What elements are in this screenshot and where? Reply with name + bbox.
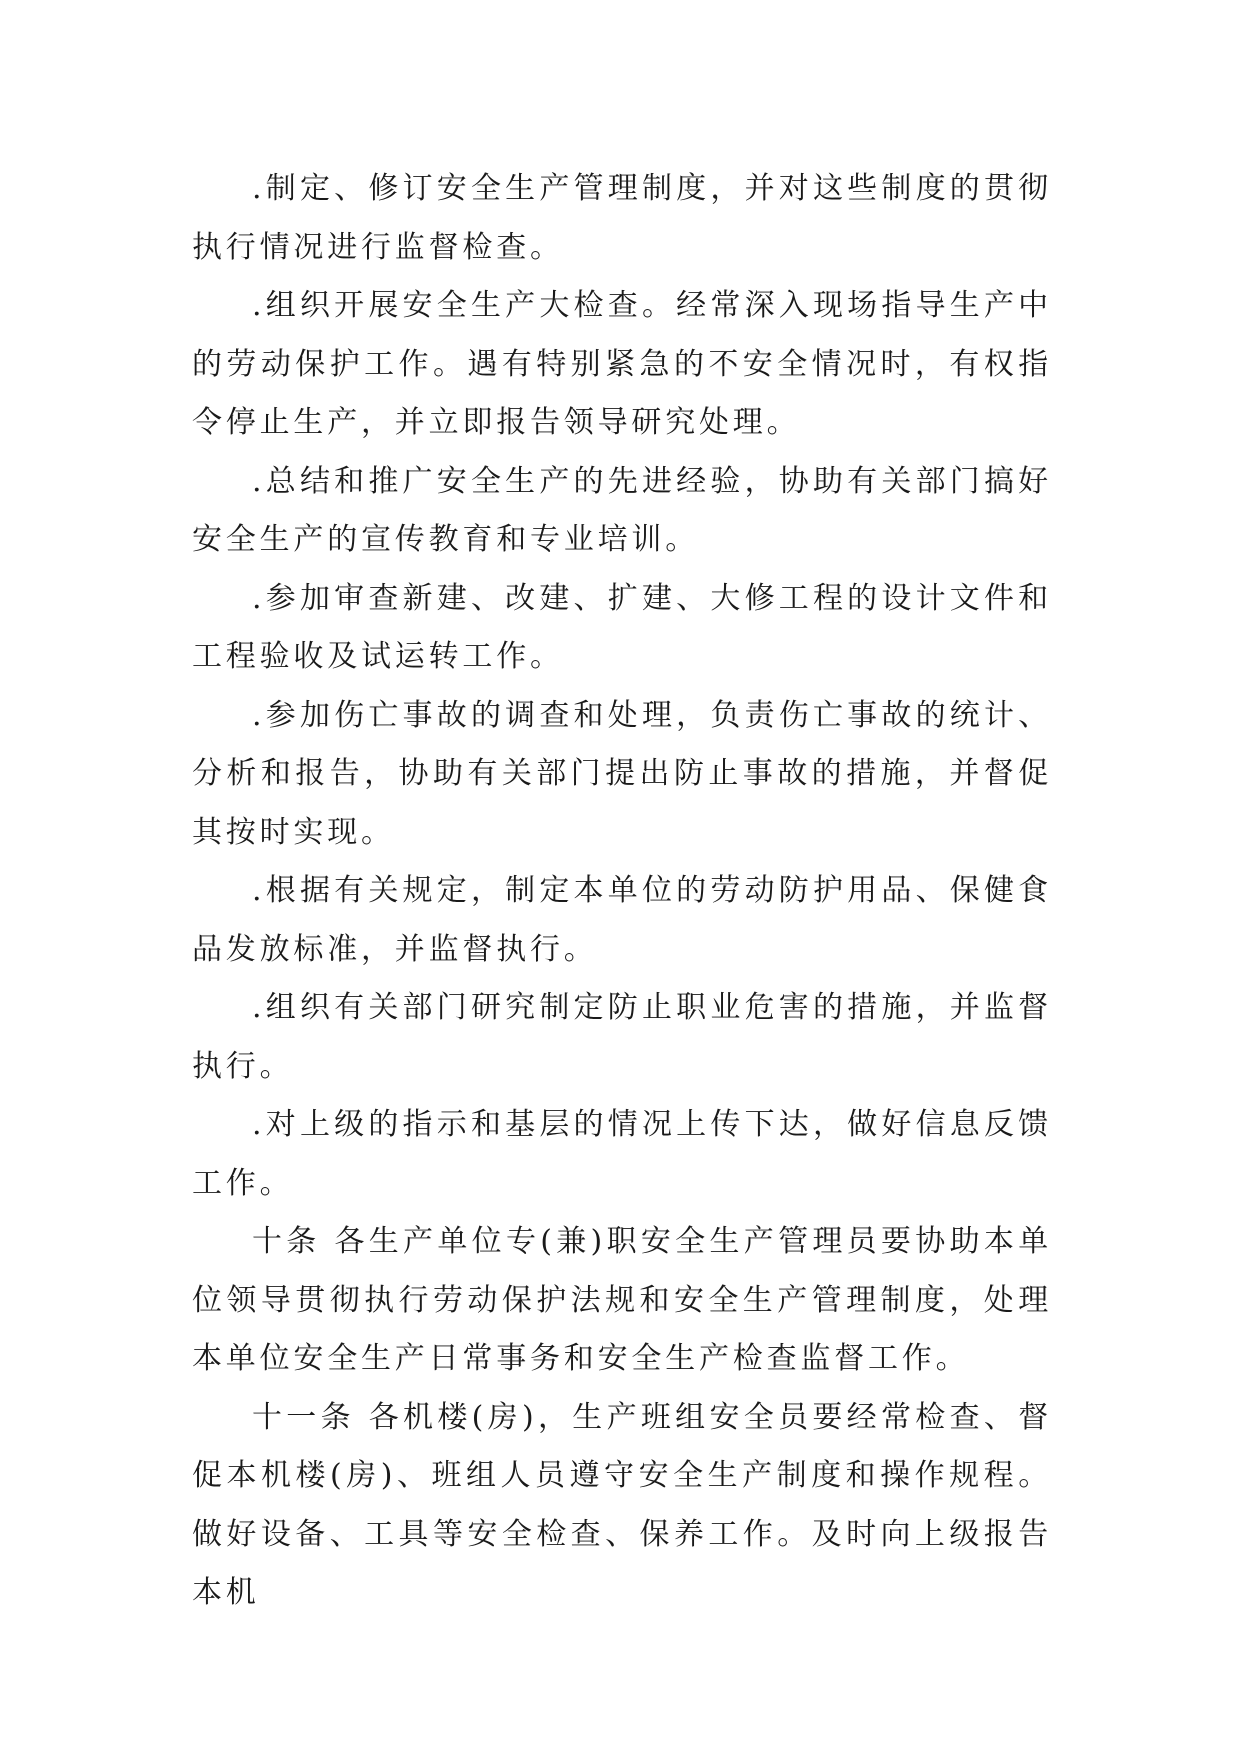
paragraph-8: .对上级的指示和基层的情况上传下达，做好信息反馈工作。: [192, 1107, 1052, 1201]
paragraph-2: .组织开展安全生产大检查。经常深入现场指导生产中的劳动保护工作。遇有特别紧急的不安全情况时，有权指令停止生产，并立即报告领导研究处理。: [192, 288, 1052, 440]
document-body: [192, 160, 1052, 1623]
paragraph-5: .参加伤亡事故的调查和处理，负责伤亡事故的统计、分析和报告，协助有关部门提出防止事故的措施，并督促其按时实现。: [192, 697, 1052, 850]
paragraph-4: .参加审查新建、改建、扩建、大修工程的设计文件和工程验收及试运转工作。: [192, 580, 1052, 674]
paragraph-7: .组织有关部门研究制定防止职业危害的措施，并监督执行。: [192, 990, 1052, 1084]
paragraph-6: .根据有关规定，制定本单位的劳动防护用品、保健食品发放标准，并监督执行。: [192, 873, 1052, 967]
paragraph-3: .总结和推广安全生产的先进经验，协助有关部门搞好安全生产的宣传教育和专业培训。: [192, 463, 1052, 557]
article-11-paragraph: 十一条 各机楼(房)，生产班组安全员要经常检查、督促本机楼(房)、班组人员遵守安全生产制度和操作规程。做好设备、工具等安全检查、保养工作。及时向上级报告本机: [192, 1399, 1052, 1610]
article-10-paragraph: 十条 各生产单位专(兼)职安全生产管理员要协助本单位领导贯彻执行劳动保护法规和安全生产管理制度，处理本单位安全生产日常事务和安全生产检查监督工作。: [192, 1224, 1052, 1376]
paragraph-1: .制定、修订安全生产管理制度，并对这些制度的贯彻执行情况进行监督检查。: [192, 171, 1052, 265]
